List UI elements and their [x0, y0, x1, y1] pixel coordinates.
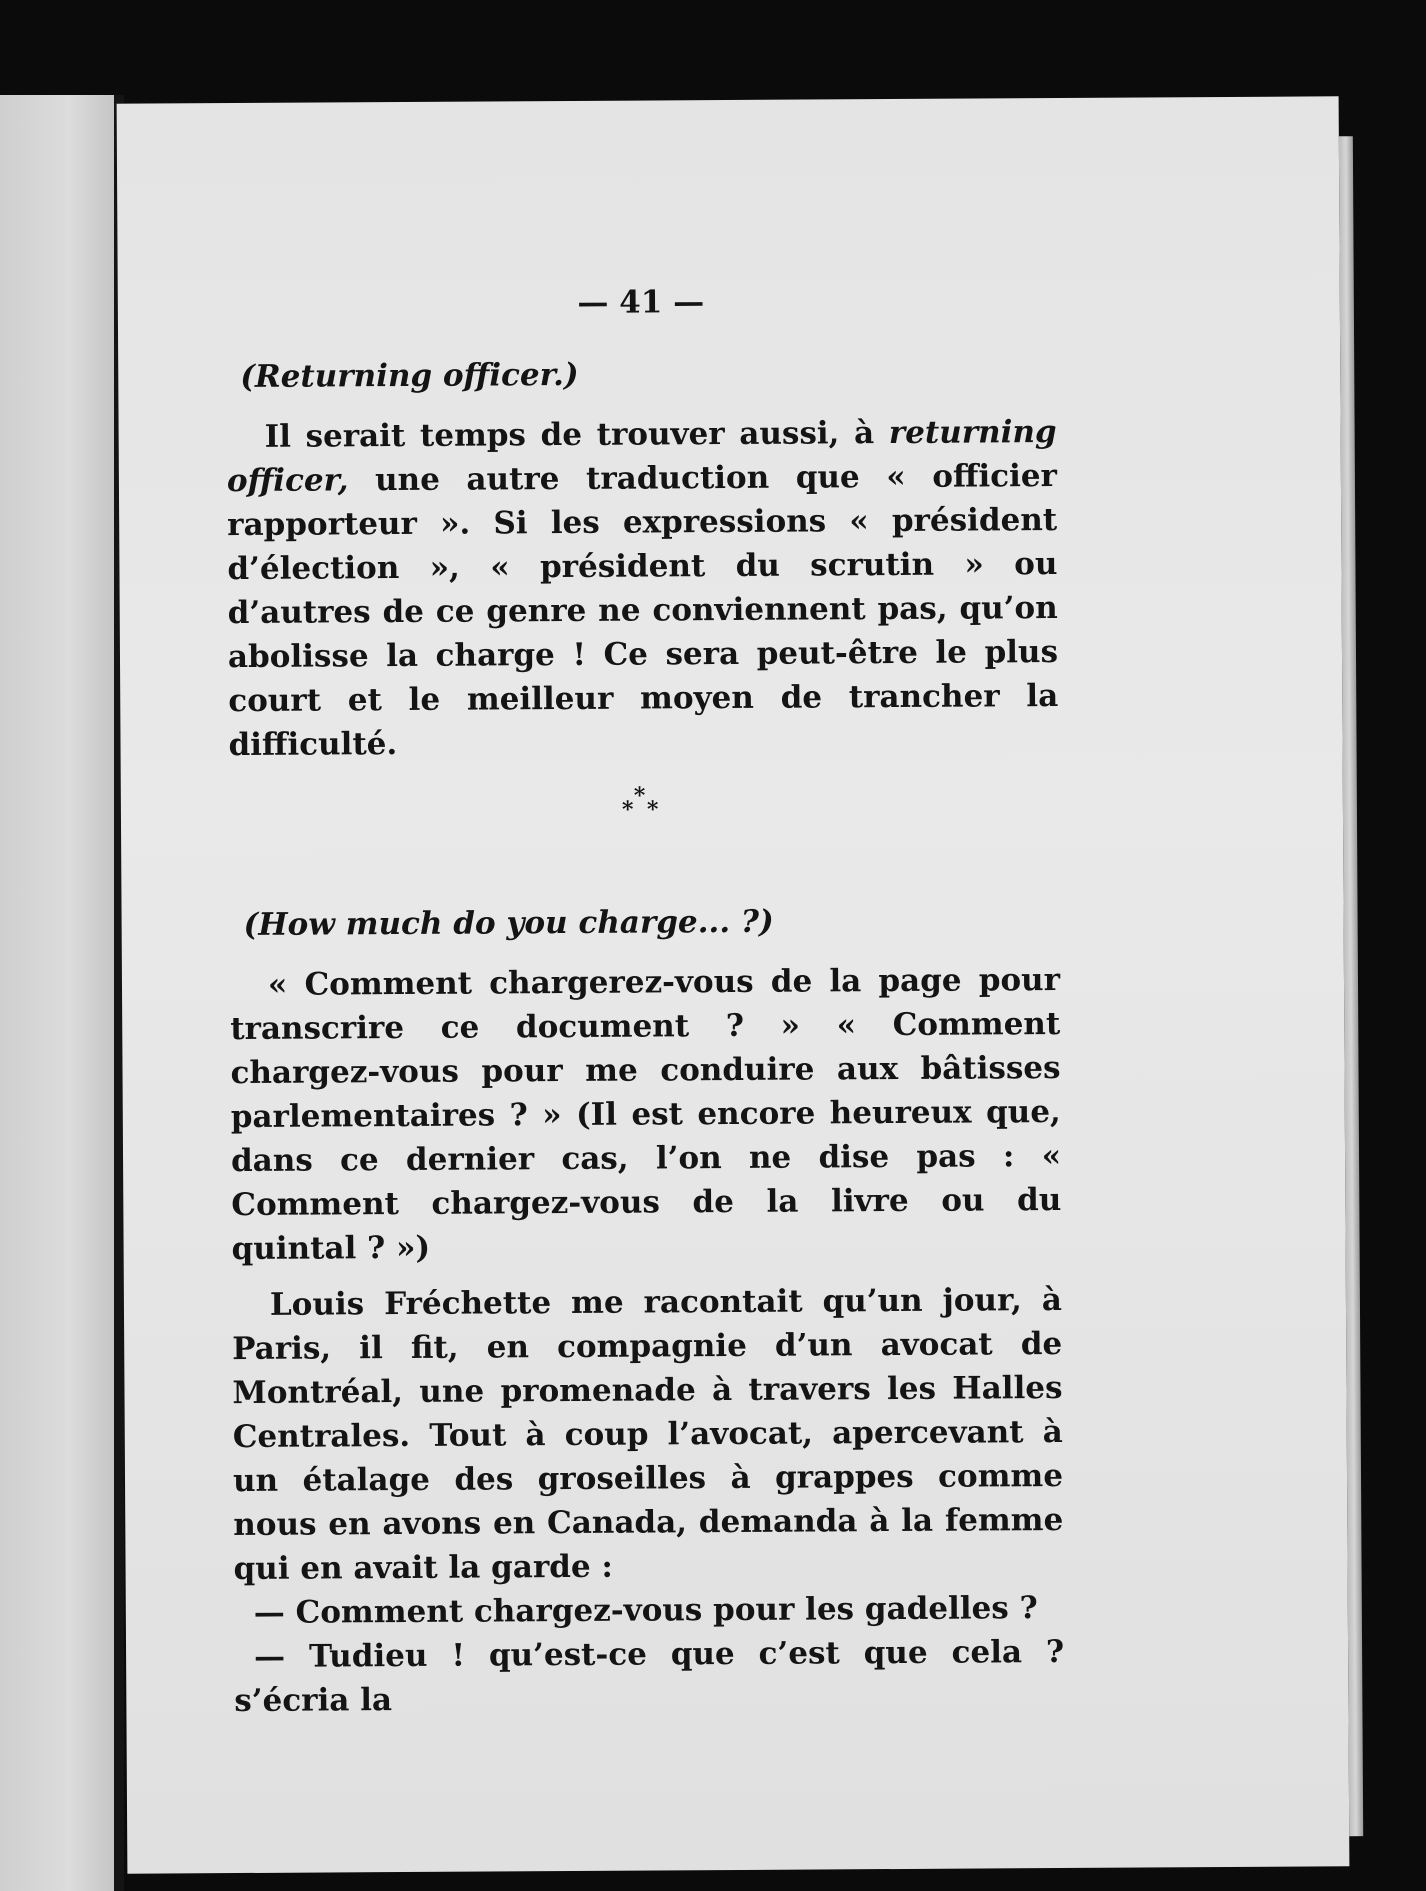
paragraph-comment-chargez: « Comment chargerez-vous de la page pour transcrire ce document ? » « Comment chargez-vous pour me conduire aux bâtisses parlementaires ? » (Il est encore heureux que, dans ce dernier cas, l’on ne dise pas : « Comment chargez-vous de la livre ou du quintal ? »): [230, 962, 1062, 1268]
page-content: [226, 278, 1065, 1723]
paragraph-text: une autre traduction que « officier rapporteur ». Si les expressions « président d’élection », « président du scrutin » ou d’autres de ce genre ne conviennent pas, qu’on abolisse la charge ! Ce sera peut-être le plus court et le meilleur moyen de trancher la difficulté.: [227, 458, 1059, 764]
paragraph-italic-term: returning officer,: [226, 414, 1057, 500]
section-title-how-much: (How much do you charge... ?): [243, 903, 774, 943]
asterism-separator: [229, 772, 1060, 887]
page-stack-edge: [1339, 136, 1363, 1836]
book-page: [117, 96, 1350, 1873]
dialogue-line-tudieu: — Tudieu ! qu’est-ce que c’est que cela ? s’écria la: [234, 1633, 1065, 1720]
paragraph-returning-officer: [227, 410, 1059, 767]
section-title-returning-officer: (Returning officer.): [240, 356, 579, 395]
paragraph-louis-frechette: Louis Fréchette me racontait qu’un jour, à Paris, il fit, en compagnie d’un avocat de Montréal, une promenade à travers les Halles Centrales. Tout à coup l’avocat, apercevant à un étalage des groseilles à grappes comme nous en avons en Canada, demanda à la femme qui en avait la garde :: [232, 1281, 1064, 1588]
asterism-top-star: *: [633, 782, 646, 809]
asterism-right-star: *: [646, 796, 659, 823]
page-number: — 41 —: [577, 284, 705, 321]
paragraph-text: Il serait temps de trouver aussi, à: [264, 415, 889, 455]
facing-page-edge: [0, 95, 116, 1891]
asterism-left-star: *: [621, 796, 634, 823]
dialogue-line-gadelles: — Comment chargez-vous pour les gadelles ?: [253, 1590, 1038, 1631]
